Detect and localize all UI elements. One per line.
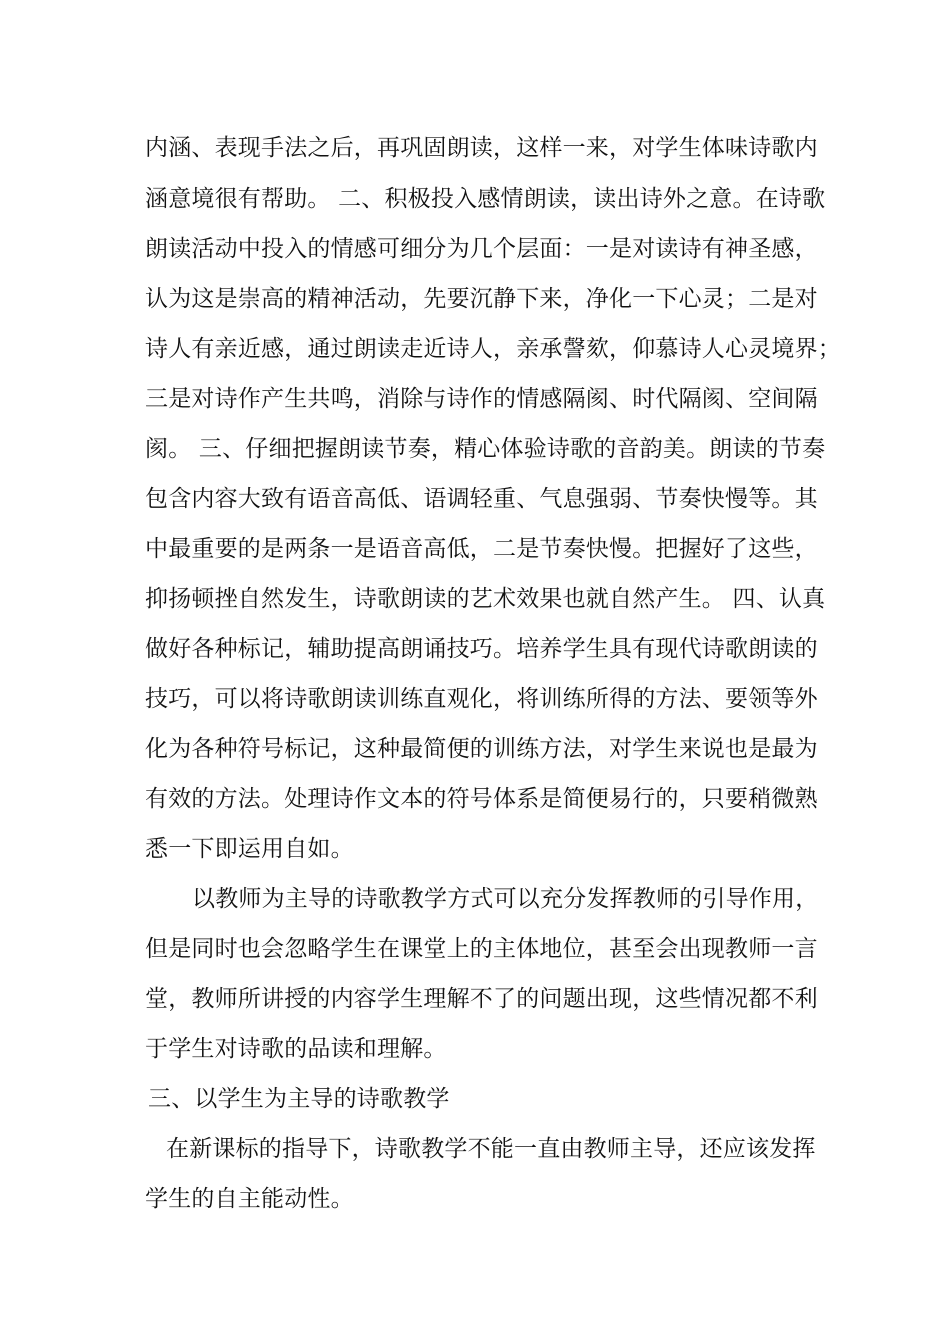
text-line: 于学生对诗歌的品读和理解。 (145, 1036, 447, 1062)
paragraph-first-line: 以教师为主导的诗歌教学方式可以充分发挥教师的引导作用， (192, 886, 819, 912)
text-line: 做好各种标记，辅助提高朗诵技巧。培养学生具有现代诗歌朗读的 (145, 636, 818, 662)
text-line: 包含内容大致有语音高低、语调轻重、气息强弱、节奏快慢等。其 (145, 486, 818, 512)
paragraph-first-line: 在新课标的指导下，诗歌教学不能一直由教师主导，还应该发挥 (166, 1136, 816, 1162)
text-line: 有效的方法。处理诗作文本的符号体系是简便易行的，只要稍微熟 (145, 786, 818, 812)
text-line: 堂，教师所讲授的内容学生理解不了的问题出现，这些情况都不利 (145, 986, 818, 1012)
text-line: 认为这是崇高的精神活动，先要沉静下来，净化一下心灵；二是对 (145, 286, 818, 312)
text-line: 内涵、表现手法之后，再巩固朗读，这样一来，对学生体味诗歌内 (145, 135, 818, 161)
text-line: 悉一下即运用自如。 (145, 836, 354, 862)
text-line: 阂。 三、仔细把握朗读节奏，精心体验诗歌的音韵美。朗读的节奏 (145, 436, 826, 462)
text-line: 化为各种符号标记，这种最简便的训练方法，对学生来说也是最为 (145, 736, 818, 762)
text-line: 但是同时也会忽略学生在课堂上的主体地位，甚至会出现教师一言 (145, 936, 818, 962)
text-line: 涵意境很有帮助。 二、积极投入感情朗读，读出诗外之意。在诗歌 (145, 186, 826, 212)
text-line: 技巧，可以将诗歌朗读训练直观化，将训练所得的方法、要领等外 (145, 686, 818, 712)
section-heading: 三、以学生为主导的诗歌教学 (148, 1086, 450, 1112)
text-line: 学生的自主能动性。 (145, 1186, 354, 1212)
text-line: 朗读活动中投入的情感可细分为几个层面：一是对读诗有神圣感， (145, 236, 818, 262)
text-line: 抑扬顿挫自然发生，诗歌朗读的艺术效果也就自然产生。 四、认真 (145, 586, 826, 612)
text-line: 中最重要的是两条一是语音高低，二是节奏快慢。把握好了这些， (145, 536, 818, 562)
text-line: 诗人有亲近感，通过朗读走近诗人，亲承謦欬，仰慕诗人心灵境界； (145, 336, 841, 362)
text-line: 三是对诗作产生共鸣，消除与诗作的情感隔阂、时代隔阂、空间隔 (145, 386, 818, 412)
